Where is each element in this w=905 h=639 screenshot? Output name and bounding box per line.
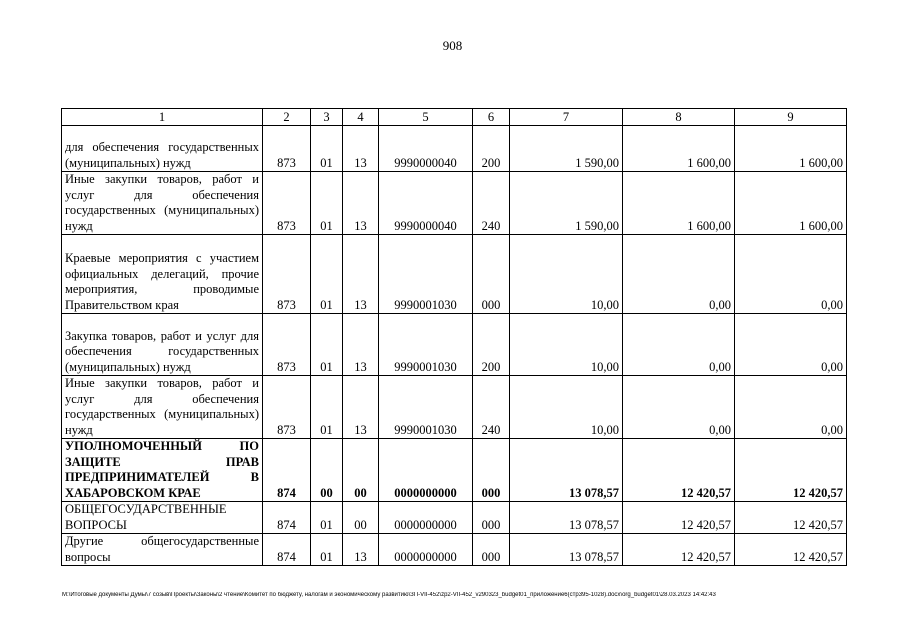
row-value-cell: 13 bbox=[343, 534, 379, 566]
table-row bbox=[62, 502, 847, 534]
table-header-row bbox=[62, 109, 847, 126]
row-value-cell: 1 590,00 bbox=[510, 126, 623, 172]
row-value-cell: 0000000000 bbox=[379, 439, 473, 502]
header-cell: 5 bbox=[379, 109, 473, 126]
row-value-cell: 000 bbox=[473, 439, 510, 502]
row-value-cell: 01 bbox=[311, 376, 343, 439]
table-row bbox=[62, 314, 847, 376]
row-value-cell: 13 bbox=[343, 376, 379, 439]
row-value-cell: 13 078,57 bbox=[510, 502, 623, 534]
row-value-cell: 01 bbox=[311, 534, 343, 566]
row-value-cell: 000 bbox=[473, 502, 510, 534]
header-cell: 8 bbox=[623, 109, 735, 126]
row-name-cell: Закупка товаров, работ и услуг для обеспечения государственных (муниципальных) нужд bbox=[62, 314, 263, 376]
row-value-cell: 13 bbox=[343, 172, 379, 235]
row-name-cell: Иные закупки товаров, работ и услуг для обеспечения государственных (муниципальных) нужд bbox=[62, 376, 263, 439]
header-cell: 3 bbox=[311, 109, 343, 126]
row-name-cell: для обеспечения государственных (муниципальных) нужд bbox=[62, 126, 263, 172]
row-value-cell: 000 bbox=[473, 235, 510, 314]
document-path-footer: М:\Итоговые документы Думы\7 созыв\Проекты\Законы\2 чтение\Комитет по бюджету, налогам и экономическому развитию\ЗП-VII-452\zp2-VII-452_v290323_budget01_приложение6(стр395-1028).docx\org_budget01\28.03.2023 14:42:43 bbox=[62, 592, 716, 598]
row-value-cell: 1 600,00 bbox=[735, 126, 847, 172]
header-cell: 6 bbox=[473, 109, 510, 126]
table-row bbox=[62, 126, 847, 172]
row-value-cell: 0000000000 bbox=[379, 502, 473, 534]
row-value-cell: 12 420,57 bbox=[623, 534, 735, 566]
budget-table bbox=[61, 108, 847, 566]
row-value-cell: 240 bbox=[473, 172, 510, 235]
row-value-cell: 0000000000 bbox=[379, 534, 473, 566]
row-value-cell: 13 bbox=[343, 235, 379, 314]
table-row bbox=[62, 439, 847, 502]
row-value-cell: 13 bbox=[343, 314, 379, 376]
row-value-cell: 1 600,00 bbox=[623, 172, 735, 235]
row-name-cell: Иные закупки товаров, работ и услуг для обеспечения государственных (муниципальных) нужд bbox=[62, 172, 263, 235]
row-value-cell: 200 bbox=[473, 126, 510, 172]
row-value-cell: 9990001030 bbox=[379, 314, 473, 376]
row-value-cell: 9990001030 bbox=[379, 235, 473, 314]
page-number: 908 bbox=[442, 38, 463, 53]
header-cell: 2 bbox=[263, 109, 311, 126]
row-value-cell: 12 420,57 bbox=[735, 439, 847, 502]
row-value-cell: 873 bbox=[263, 314, 311, 376]
header-cell: 7 bbox=[510, 109, 623, 126]
row-value-cell: 200 bbox=[473, 314, 510, 376]
row-value-cell: 12 420,57 bbox=[623, 502, 735, 534]
row-value-cell: 0,00 bbox=[623, 235, 735, 314]
row-value-cell: 00 bbox=[343, 502, 379, 534]
row-value-cell: 0,00 bbox=[735, 235, 847, 314]
row-value-cell: 240 bbox=[473, 376, 510, 439]
row-value-cell: 9990000040 bbox=[379, 172, 473, 235]
row-value-cell: 13 078,57 bbox=[510, 534, 623, 566]
table-row bbox=[62, 534, 847, 566]
row-name-cell: УПОЛНОМОЧЕННЫЙ ПО ЗАЩИТЕ ПРАВ ПРЕДПРИНИМАТЕЛЕЙ В ХАБАРОВСКОМ КРАЕ bbox=[62, 439, 263, 502]
row-value-cell: 12 420,57 bbox=[623, 439, 735, 502]
row-value-cell: 874 bbox=[263, 502, 311, 534]
row-value-cell: 01 bbox=[311, 314, 343, 376]
row-value-cell: 00 bbox=[311, 439, 343, 502]
row-value-cell: 12 420,57 bbox=[735, 534, 847, 566]
row-name-cell: Краевые мероприятия с участием официальных делегаций, прочие мероприятия, проводимые Правительством края bbox=[62, 235, 263, 314]
row-value-cell: 1 600,00 bbox=[735, 172, 847, 235]
table-row bbox=[62, 235, 847, 314]
row-value-cell: 10,00 bbox=[510, 235, 623, 314]
row-value-cell: 00 bbox=[343, 439, 379, 502]
row-value-cell: 12 420,57 bbox=[735, 502, 847, 534]
row-value-cell: 10,00 bbox=[510, 314, 623, 376]
row-value-cell: 1 600,00 bbox=[623, 126, 735, 172]
row-value-cell: 9990000040 bbox=[379, 126, 473, 172]
row-value-cell: 0,00 bbox=[735, 376, 847, 439]
row-value-cell: 01 bbox=[311, 235, 343, 314]
row-value-cell: 0,00 bbox=[735, 314, 847, 376]
row-value-cell: 874 bbox=[263, 534, 311, 566]
row-value-cell: 873 bbox=[263, 235, 311, 314]
row-value-cell: 873 bbox=[263, 376, 311, 439]
header-cell: 9 bbox=[735, 109, 847, 126]
header-cell: 4 bbox=[343, 109, 379, 126]
row-value-cell: 874 bbox=[263, 439, 311, 502]
row-name-cell: Другие общегосударственные вопросы bbox=[62, 534, 263, 566]
row-value-cell: 0,00 bbox=[623, 314, 735, 376]
header-cell: 1 bbox=[62, 109, 263, 126]
row-value-cell: 13 078,57 bbox=[510, 439, 623, 502]
row-value-cell: 01 bbox=[311, 126, 343, 172]
row-value-cell: 1 590,00 bbox=[510, 172, 623, 235]
table-row bbox=[62, 376, 847, 439]
row-value-cell: 01 bbox=[311, 172, 343, 235]
row-value-cell: 873 bbox=[263, 126, 311, 172]
table-row bbox=[62, 172, 847, 235]
row-value-cell: 10,00 bbox=[510, 376, 623, 439]
row-value-cell: 873 bbox=[263, 172, 311, 235]
row-value-cell: 13 bbox=[343, 126, 379, 172]
row-value-cell: 01 bbox=[311, 502, 343, 534]
row-name-cell: ОБЩЕГОСУДАРСТВЕННЫЕ ВОПРОСЫ bbox=[62, 502, 263, 534]
row-value-cell: 9990001030 bbox=[379, 376, 473, 439]
row-value-cell: 000 bbox=[473, 534, 510, 566]
row-value-cell: 0,00 bbox=[623, 376, 735, 439]
